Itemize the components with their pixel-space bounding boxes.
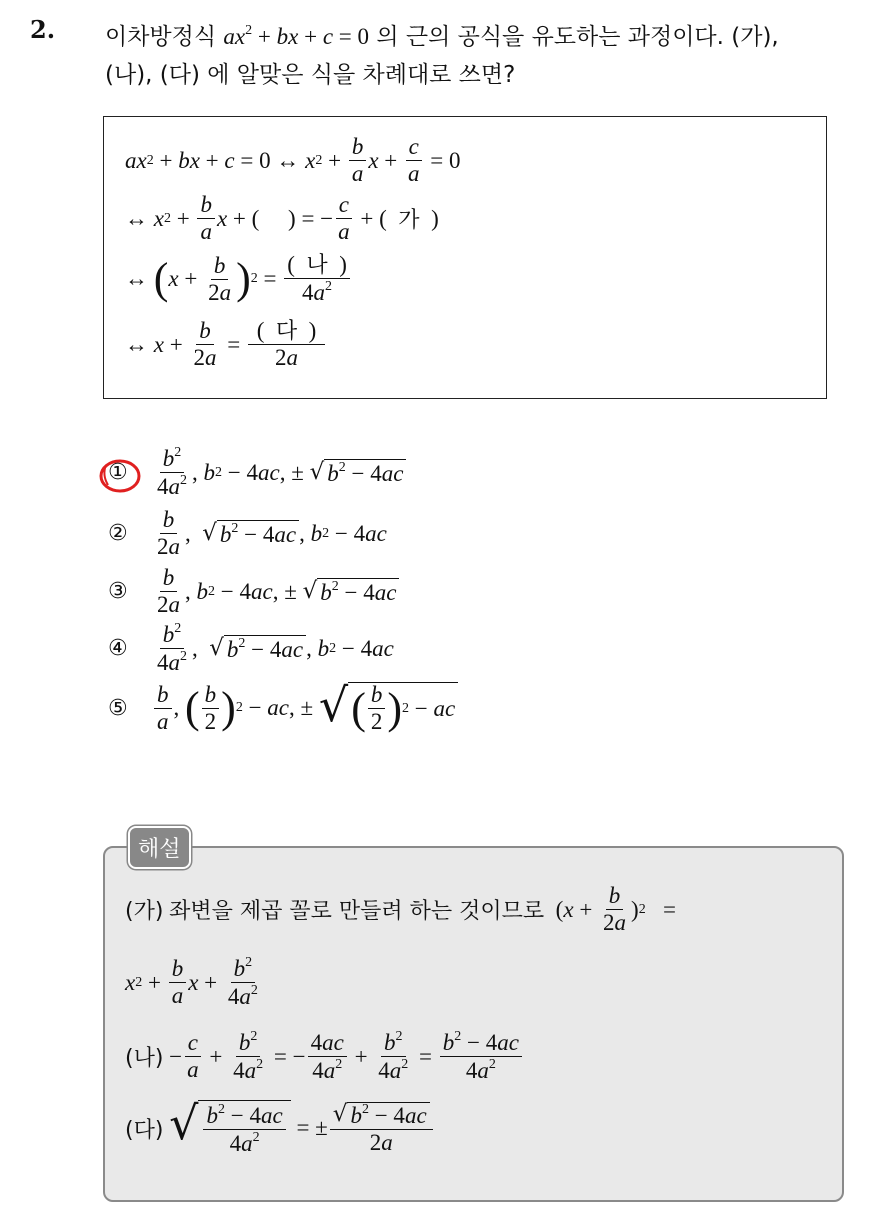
derivation-box xyxy=(103,116,827,399)
derivation-line-4: ↔ x + $\frac{b}{2a}$ = $\frac{\text{( 다 )}}{2a}$ xyxy=(125,319,327,370)
question-text-line2: (나), (다) 에 알맞은 식을 차례대로 쓰면? xyxy=(105,62,516,88)
choice-4[interactable]: ④ $\frac{b^2}{4a^2}$ , √ $b^2 - 4ac$ , b 2 − 4 ac xyxy=(108,621,394,676)
solution-line-ga: (가) 좌변을 제곱 꼴로 만들려 하는 것이므로 ( x + $\frac{b}{2a}$ ) 2 = xyxy=(125,883,676,936)
choice-5-number: ⑤ xyxy=(108,695,128,721)
choice-3-number: ③ xyxy=(108,579,128,605)
blank-da: 다 xyxy=(275,319,298,344)
solution-na-prefix: (나) xyxy=(125,1046,164,1072)
choice-1-number: ① xyxy=(108,460,128,486)
question-text-after: 의 근의 공식을 유도하는 과정이다. (가), xyxy=(376,24,779,50)
question-number: 2. xyxy=(30,15,56,44)
choice-4-number: ④ xyxy=(108,636,128,662)
derivation-line-2: ↔ x 2 + $\frac{b}{a}$ x + ( ) = − $\frac{c}{a}$ + ( 가 ) xyxy=(125,192,439,245)
choice-3[interactable]: ③ $\frac{b}{2a}$ , b 2 − 4 ac , ± √ $b^2 - 4ac$ xyxy=(108,566,399,617)
question-text xyxy=(105,12,875,94)
blank-na: 나 xyxy=(306,253,328,278)
solution-tab: 해설 xyxy=(128,826,191,869)
solution-da-prefix: (다) xyxy=(125,1117,164,1143)
derivation-line-3: ↔ ( x + $\frac{b}{2a}$ ) 2 = $\frac{\text{( 나 )}}{4a^2}$ xyxy=(125,253,352,305)
solution-box xyxy=(103,846,844,1202)
choice-1[interactable]: ① $\frac{b^2}{4a^2}$ , b 2 − 4 ac , ± √ $b^2 - 4ac$ xyxy=(108,446,406,499)
solution-line-ga-2: x 2 + $\frac{b}{a}$ x + $\frac{b^2}{4a^2}$ xyxy=(125,955,258,1010)
solution-line-da: (다) √ $\frac{b^2 - 4ac}{4a^2}$ = ± √ $b^2 - 4ac$ 2a xyxy=(125,1100,435,1156)
choice-2[interactable]: ② $\frac{b}{2a}$ , √ $b^2 - 4ac$ , b 2 − 4 ac xyxy=(108,507,387,560)
solution-ga-prefix: (가) xyxy=(125,899,164,925)
question-text-before: 이차방정식 xyxy=(105,24,217,50)
solution-line-na: (나) − $\frac{c}{a}$ + $\frac{b^2}{4a^2}$ = − $\frac{4ac}{4a^2}$ + $\frac{b^2}{4a^2}$ = $\frac{b^2 - 4ac}{4a^2}$ xyxy=(125,1030,524,1083)
solution-ga-text: 좌변을 제곱 꼴로 만들려 하는 것이므로 xyxy=(169,899,545,925)
choice-5[interactable]: ⑤ $\frac{b}{a}$ , ( $\frac{b}{2}$ ) 2 − ac , ± √ ( $\frac{b}{2}$ ) 2 − ac xyxy=(108,682,458,734)
choice-2-number: ② xyxy=(108,521,128,547)
equation-inline: $ax^2$ + bx + c = 0 xyxy=(223,23,370,49)
blank-ga: 가 xyxy=(398,208,420,234)
derivation-line-1: ax 2 + bx + c = 0 ↔ x 2 + $\frac{b}{a}$ x + $\frac{c}{a}$ = 0 xyxy=(125,134,461,187)
